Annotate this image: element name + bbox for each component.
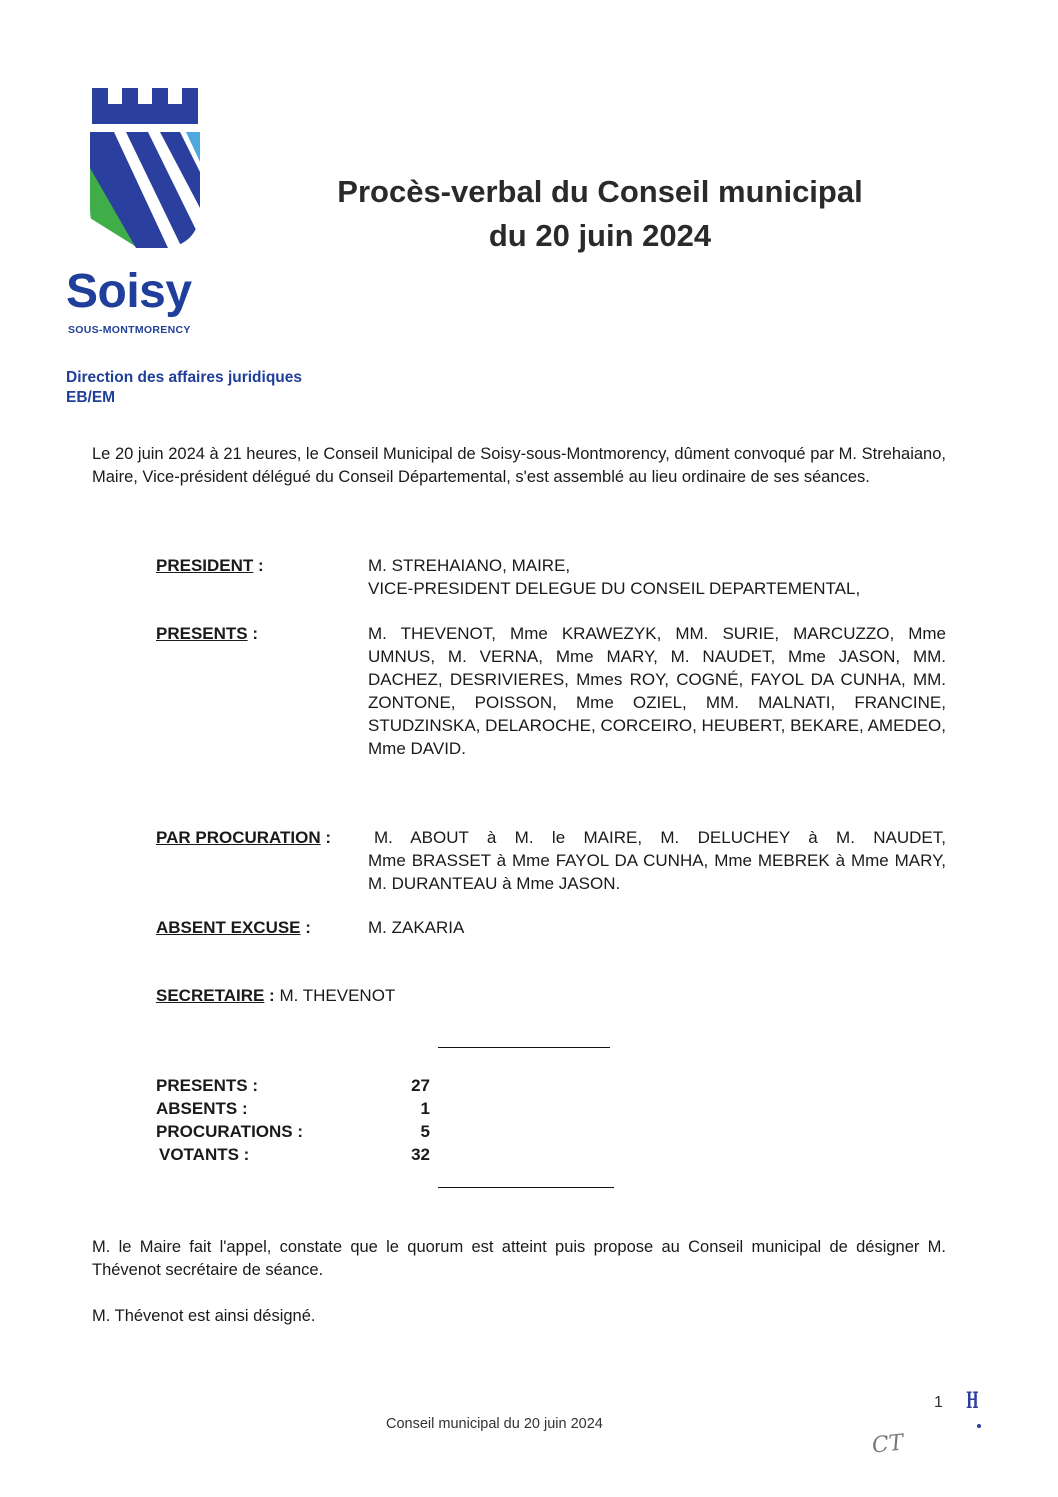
department-block	[66, 368, 302, 408]
body-paragraph-1: M. le Maire fait l'appel, constate que le quorum est atteint puis propose au Conseil municipal de désigner M. Thévenot secrétaire de séance.	[92, 1238, 946, 1279]
separator-rule-bottom	[438, 1187, 614, 1188]
logo-battlements	[92, 88, 198, 124]
presents-value: M. THEVENOT, Mme KRAWEZYK, MM. SURIE, MARCUZZO, Mme UMNUS, M. VERNA, Mme MARY, M. NAUDET, Mme JASON, MM. DACHEZ, DESRIVIERES, Mmes ROY, COGNÉ, FAYOL DA CUNHA, MM. ZONTONE, POISSON, Mme OZIEL, MM. MALNATI, FRANCINE, STUDZINSKA, DELAROCHE, CORCEIRO, HEUBERT, BEKARE, AMEDEO, Mme DAVID.	[368, 624, 946, 758]
president-value	[368, 554, 948, 600]
intro-paragraph: Le 20 juin 2024 à 21 heures, le Conseil Municipal de Soisy-sous-Montmorency, dûment convoqué par M. Strehaiano, Maire, Vice-président délégué du Conseil Départemental, s'est assemblé au lieu ordinaire de ses séances.	[92, 445, 946, 486]
secretary-line: SECRETAIRE : M. THEVENOT	[156, 986, 396, 1005]
logo-name: Soisy	[66, 265, 192, 318]
separator-rule-top	[438, 1047, 610, 1048]
page-number: 1	[934, 1394, 943, 1411]
department-name: Direction des affaires juridiques	[66, 369, 303, 386]
count-value-presents: 27	[411, 1076, 430, 1095]
count-value-votants: 32	[411, 1145, 430, 1164]
ink-dot	[977, 1424, 981, 1428]
absent-label: ABSENT EXCUSE :	[156, 918, 311, 937]
initial-mark: H	[966, 1388, 979, 1414]
title-line-2: du 20 juin 2024	[488, 218, 712, 253]
page-title	[260, 170, 940, 258]
absent-value: M. ZAKARIA	[368, 918, 465, 937]
presents-label: PRESENTS :	[156, 624, 259, 643]
count-label-absents: ABSENTS :	[156, 1099, 248, 1118]
soisy-logo	[66, 88, 226, 340]
handwritten-initials: CT	[870, 1430, 905, 1459]
count-label-presents: PRESENTS :	[156, 1076, 259, 1095]
body-paragraph-2: M. Thévenot est ainsi désigné.	[92, 1307, 316, 1325]
reference-code: EB/EM	[66, 389, 116, 406]
count-label-procurations: PROCURATIONS :	[156, 1122, 304, 1141]
title-line-1: Procès-verbal du Conseil municipal	[337, 174, 863, 209]
count-value-procurations: 5	[420, 1122, 430, 1141]
president-line-2: VICE-PRESIDENT DELEGUE DU CONSEIL DEPARTEMENTAL,	[368, 579, 861, 598]
count-value-absents: 1	[420, 1099, 430, 1118]
logo-shield-icon	[86, 88, 204, 250]
proxy-value: Mme BRASSET à Mme FAYOL DA CUNHA, Mme MEBREK à Mme MARY, M. DURANTEAU à Mme JASON.	[368, 851, 946, 893]
secretary-value: M. THEVENOT	[279, 986, 396, 1005]
president-label: PRESIDENT :	[156, 556, 264, 575]
president-line-1: M. STREHAIANO, MAIRE,	[368, 556, 571, 575]
count-label-votants: VOTANTS :	[159, 1145, 250, 1164]
proxy-label: PAR PROCURATION :	[156, 828, 332, 847]
proxy-line-1: M. ABOUT à M. le MAIRE, M. DELUCHEY à M. NAUDET,	[374, 828, 946, 847]
footer-text: Conseil municipal du 20 juin 2024	[386, 1416, 603, 1432]
logo-subtitle: SOUS-MONTMORENCY	[68, 324, 191, 336]
